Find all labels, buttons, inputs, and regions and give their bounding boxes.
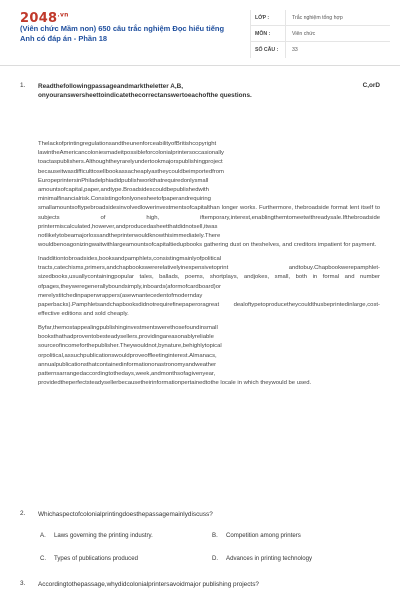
passage-paragraph-2: Inadditiontobroadsides,booksandpamphlets,consistingmainlyofpolitical tracts,catechisms,primers,andchapbookswererelativelyinexpensivetoprint andtobuy.Chapbookwerepamphlet-sizedbooks,usuallycontainingpopular tales, ballads, poems, shortplays, andjokes, small, both in formal and number ofpages,theyweregenerallyboundsimply,inboards(aformofcardboard)or merelystitchedinpaperwrappers(asewnantecedentofmodernday paperbacks).Pamphletsandchapbooksdidnotrequirefinepaperoragreat dealoftypetoproducetheycouldthusbeprintedinlarge,cost-effective editions and sold cheaply. [38, 256, 380, 318]
meta-value: 33 [285, 42, 390, 58]
question-1-instruction-tail: C,orD [362, 82, 380, 89]
meta-table [250, 10, 390, 58]
question-number: 1. [20, 82, 26, 89]
option-letter: A. [40, 532, 46, 539]
option-text: Advances in printing technology [226, 555, 313, 562]
page-header [0, 0, 400, 66]
question-3-text: Accordingtothepassage,whydidcolonialprintersavoidmajor publishing projects? [38, 581, 259, 588]
option-text: Laws governing the printing industry. [54, 532, 153, 539]
logo-text: 2048 [20, 11, 58, 26]
question-1-instruction: Readthefollowingpassageandmarktheletter A,B, onyouranswersheettoindicatethecorrectanswertoeachofthe questions. [38, 83, 252, 99]
option-d[interactable] [212, 555, 312, 562]
option-text: Competition among printers [226, 532, 301, 539]
meta-label: MÔN : [255, 30, 271, 37]
document-title: (Viên chức Mầm non) 650 câu trắc nghiệm Đọc hiểu tiếng Anh có đáp án - Phần 18 [20, 24, 225, 43]
passage-paragraph-3: Byfar,themostappealingpublishinginvestmentswerethosefoundinsmall booksthathadproventobesteadysellers,providingareasonablyreliable sourceofincomeforthepublisher.Theywouldnot,bynature,behighlytopical orpolitical,assuchpublicationswouldproveoffleetinginterest.Almanacs, annualpublicationsthatcontainedinformationonastronomyandweather patternsarrangedaccordingtothedays,week,andmonthsofagivenyear, providedtheperfectsteadysellerbecausetheirinformationpertainedtothe locale in which theywould be used. [38, 325, 312, 387]
option-text: Types of publications produced [54, 555, 139, 562]
meta-row-subject [251, 26, 390, 42]
meta-row-count [251, 42, 390, 58]
option-b[interactable] [212, 532, 301, 539]
meta-value: Viên chức [285, 26, 390, 41]
meta-value: Trắc nghiệm tổng hợp [285, 10, 390, 25]
option-letter: D. [212, 555, 219, 562]
meta-label: SỐ CÂU : [255, 47, 279, 53]
question-number: 3. [20, 580, 26, 587]
option-letter: C. [40, 555, 47, 562]
question-number: 2. [20, 510, 26, 517]
reading-passage [38, 140, 380, 393]
passage-paragraph-1: ThelackofprintingregulationsandtheunenforceabilityofBritishcopyright lawintheAmericancoloniesmadeitpossibleforcolonialprintersoccasionally toactaspublishers.Althoughtheyrarelyundertookmajorspublishingproject becauseitwasdifficulttosellbookassacheaplyastheycouldbeimportedfrom EuropeprintersinPhiladelphiadidpublishworkthatrequiredonlysmall amountsofcapital,paper,andtype.Broadsidescouldbepublishedwith minimalfinancialrisk.Consistingofonlyonesheetofpaperandrequiring smallamountsoftypebroadsidesinvolvedlowerinvestmentsofcapitalthan longer works. Furthermore, thebroadside format lent itself to subjects of high, iftemporary,interest,enablingthemtomeetwithreadysale.Ifthebroadside printermiscalculated,however,andproducedasheetthatdidnotsell,itwas notlikelytobeamajorlossandtheprinterwouldknowthisimmediately.There wouldbenoagonizingwaitwithlargeamountsofcapitaltiedupbooks gathering dust on theshelves, and creditors impatient for payment. [38, 141, 380, 249]
meta-row-class [251, 10, 390, 26]
option-letter: B. [212, 532, 218, 539]
question-2-text: Whichaspectofcolonialprintingdoesthepassagemainlydiscuss? [38, 511, 213, 518]
option-c[interactable] [40, 555, 138, 562]
logo-tld: .vn [57, 11, 69, 19]
option-a[interactable] [40, 532, 153, 539]
meta-label: LỚP : [255, 14, 270, 21]
